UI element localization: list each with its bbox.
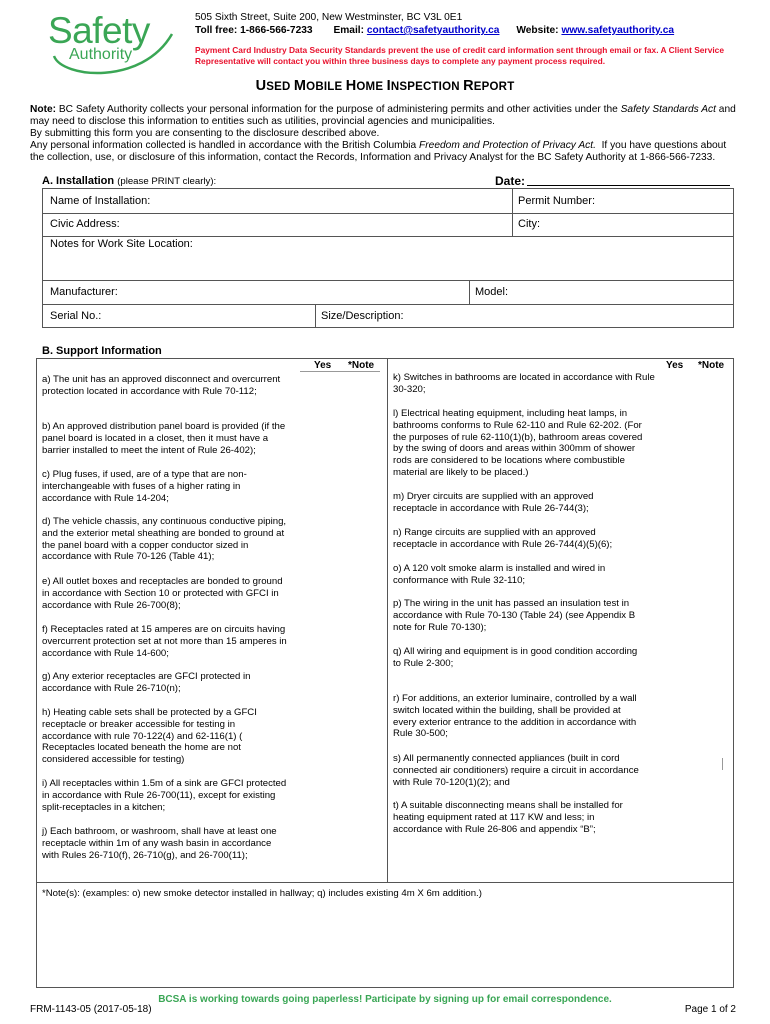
installation-name-field[interactable]: Name of Installation:	[50, 195, 151, 207]
item-l: l) Electrical heating equipment, including heat lamps, in bathrooms conforms to Rule 62-110 and Rule 62-202. (For the purposes of rule 62-110(1)(b), bathroom areas covered by the swing of doors and areas within 300mm of shower rods are considered to be locations where combustible material are likely to be placed.)	[393, 408, 643, 478]
model-field[interactable]: Model:	[475, 286, 509, 298]
safety-authority-logo	[32, 6, 182, 76]
item-o: o) A 120 volt smoke alarm is installed and wired in conformance with Rule 32-110;	[393, 563, 606, 586]
form-title: USED MOBILE HOME INSPECTION REPORT	[255, 78, 515, 94]
item-r: r) For additions, an exterior luminaire, controlled by a wall switch located within the building, shall be provided at every exterior entrance to the addition in accordance with Rule 30-500;	[393, 693, 637, 740]
serial-number-field[interactable]: Serial No.:	[50, 310, 102, 322]
item-d: d) The vehicle chassis, any continuous conductive piping, and the exterior metal sheathing are bonded to ground at the panel board with a copper conductor sized in accordance with Rule 70-126 (Table 41);	[42, 516, 287, 563]
item-n: n) Range circuits are supplied with an approved receptacle in accordance with Rule 26-744(4)(5)(6);	[393, 527, 613, 550]
email-link[interactable]: contact@safetyauthority.ca	[366, 25, 500, 36]
item-k: k) Switches in bathrooms are located in accordance with Rule 30-320;	[393, 372, 655, 395]
date-label: Date:	[495, 174, 526, 188]
note-column-header-right: *Note	[698, 360, 725, 371]
item-q: q) All wiring and equipment is in good condition according to Rule 2-300;	[393, 646, 638, 669]
payment-notice: Payment Card Industry Data Security Standards prevent the use of credit card information sent through email or fax. A Client Service Representative will contact you within three business days to complete any payment process required.	[195, 45, 724, 66]
item-p: p) The wiring in the unit has passed an insulation test in accordance with Rule 70-130 (Table 24) (see Appendix B note for Rule 70-130);	[393, 598, 636, 633]
item-e: e) All outlet boxes and receptacles are bonded to ground in accordance with Section 10 or protected with GFCI in accordance with Rule 26-700(8);	[42, 576, 283, 611]
logo-text-safety: Safety	[48, 10, 150, 51]
installation-table	[42, 188, 734, 328]
logo-text-authority: Authority	[69, 46, 133, 63]
civic-address-field[interactable]: Civic Address:	[50, 218, 120, 230]
item-c: c) Plug fuses, if used, are of a type that are non-interchangeable with fuses of a higher rating in accordance with Rule 14-204;	[42, 469, 247, 504]
item-a: a) The unit has an approved disconnect and overcurrent protection located in accordance with Rule 70-112;	[42, 374, 281, 397]
item-f: f) Receptacles rated at 15 amperes are on circuits having overcurrent protection set at not more than 15 amperes in accordance with Rule 14-600;	[42, 624, 287, 659]
yes-column-header-right: Yes	[666, 360, 684, 371]
privacy-note: Note: BC Safety Authority collects your personal information for the purpose of administering permits and other activities under the Safety Standards Act and may need to disclose this information to entities such as utilities, provincial agencies and municipalities. By submitting this form you are consenting to the disclosure described above. Any personal information collected is handled in accordance with the British Columbia Freedom and Protection of Privacy Act. If you have questions about the collection, use, or disclosure of this information, contact the Records, Information and Privacy Analyst for the BC Safety Authority at 1-866-566-7233.	[30, 104, 736, 163]
notes-area[interactable]	[40, 902, 730, 984]
website-link[interactable]: www.safetyauthority.ca	[561, 25, 675, 36]
item-j: j) Each bathroom, or washroom, shall have at least one receptacle within 1m of any wash basin in accordance with Rules 26-710(f), 26-710(g), and 26-700(11);	[42, 826, 277, 861]
item-t: t) A suitable disconnecting means shall be installed for heating equipment rated at 117 KW and less; in accordance with Rule 26-806 and appendix “B”;	[393, 800, 623, 835]
manufacturer-field[interactable]: Manufacturer:	[50, 286, 118, 298]
section-b-heading: B. Support Information	[42, 345, 162, 357]
form-id: FRM-1143-05 (2017-05-18)	[30, 1004, 152, 1015]
email-label: Email:	[333, 25, 365, 36]
item-b: b) An approved distribution panel board is provided (if the panel board is located in a closet, then it must have a barrier installed to meet the intent of Rule 26-402);	[42, 421, 286, 456]
page-number: Page 1 of 2	[684, 1004, 736, 1015]
website-label: Website:	[516, 25, 559, 36]
city-field[interactable]: City:	[518, 218, 540, 230]
size-description-field[interactable]: Size/Description:	[321, 310, 404, 322]
notes-footnote: *Note(s): (examples: o) new smoke detector installed in hallway; q) includes existing 4m X 6m addition.)	[42, 888, 482, 899]
item-h: h) Heating cable sets shall be protected by a GFCI receptacle or breaker accessible for testing in accordance with rule 70-122(4) and 62-116(1) ( Receptacles located beneath the home are not considered accessible for testing)	[42, 707, 257, 766]
paperless-banner: BCSA is working towards going paperless! Participate by signing up for email correspondence.	[158, 994, 612, 1005]
date-field[interactable]	[527, 185, 730, 186]
section-a-heading: A. Installation (please PRINT clearly):	[42, 175, 217, 187]
permit-number-field[interactable]: Permit Number:	[518, 195, 596, 207]
item-i: i) All receptacles within 1.5m of a sink are GFCI protected in accordance with Rule 26-700(11), except for existing split-receptacles in a kitchen;	[42, 778, 287, 813]
item-s: s) All permanently connected appliances (built in cord connected air conditioners) require a circuit in accordance with Rule 70-120(1)(2); and	[393, 753, 639, 788]
tollfree: Toll free: 1-866-566-7233	[195, 25, 313, 36]
work-site-notes-field[interactable]: Notes for Work Site Location:	[50, 238, 193, 250]
contact-line	[195, 25, 674, 36]
note-column-header-left: *Note	[348, 360, 375, 371]
item-g: g) Any exterior receptacles are GFCI protected in accordance with Rule 26-710(n);	[42, 671, 251, 694]
address: 505 Sixth Street, Suite 200, New Westminster, BC V3L 0E1	[195, 12, 463, 23]
yes-column-header-left: Yes	[314, 360, 332, 371]
item-m: m) Dryer circuits are supplied with an approved receptacle in accordance with Rule 26-744(3);	[393, 491, 594, 514]
